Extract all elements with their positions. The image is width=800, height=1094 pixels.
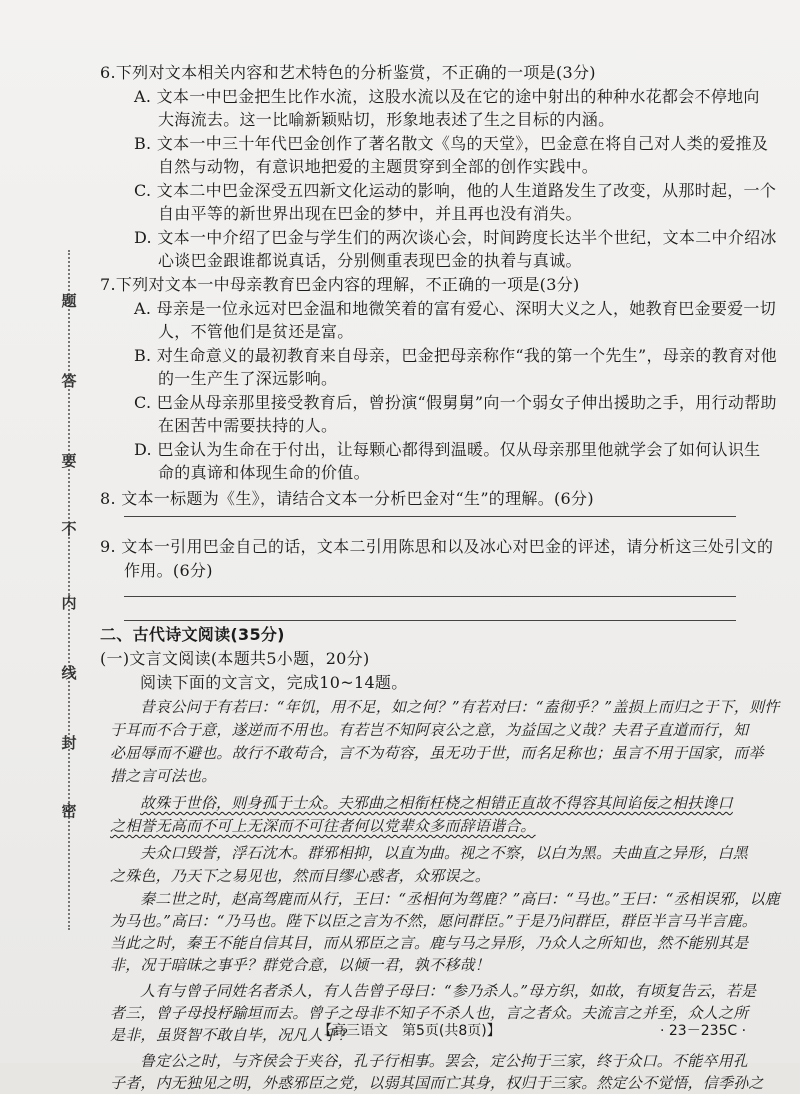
margin-char-feng: 封 xyxy=(61,734,77,752)
q6-option-c-cont: 自由平等的新世界出现在巴金的梦中，并且再也没有消失。 xyxy=(158,204,582,223)
q9-answer-line-2[interactable] xyxy=(124,620,736,621)
margin-char-mi: 密 xyxy=(61,802,77,820)
passage-p4-line3: 当此之时，秦王不能自信其目，而从邪臣之言。鹿与马之异形，乃众人之所知也，然不能别其是 xyxy=(110,934,749,952)
passage-p4-line4: 非，况于暗昧之事乎？群党合意，以倾一君，孰不移哉！ xyxy=(110,956,491,974)
q6-option-a: A. 文本一中巴金把生比作水流，这股水流以及在它的途中射出的种种水花都会不停地向 xyxy=(134,87,760,106)
passage-p2-line1: 故殊于世俗，则身孤于士众。夫邪曲之相衔枉桡之相错正直故不得容其间谄佞之相扶谗口 xyxy=(140,794,733,812)
q8-stem: 8. 文本一标题为《生》，请结合文本一分析巴金对“生”的理解。(6分) xyxy=(100,489,594,508)
q7-option-b-cont: 的一生产生了深远影响。 xyxy=(158,369,338,388)
q7-option-d: D. 巴金认为生命在于付出，让每颗心都得到温暖。仅从母亲那里他就学会了如何认识生 xyxy=(134,440,761,459)
passage-p1-line2: 于耳而不合于意，遂逆而不用也。有若岂不知阿哀公之意，为益国之义哉？夫君子直道而行，知 xyxy=(110,721,749,739)
passage-p3-line2: 之殊色，乃天下之易见也，然而目缪心惑者，众邪误之。 xyxy=(110,867,491,885)
margin-char-xian: 线 xyxy=(61,664,77,682)
q7-option-a: A. 母亲是一位永远对巴金温和地微笑着的富有爱心、深明大义之人，她教育巴金要爱一切 xyxy=(134,299,777,318)
passage-p1-line3: 必屈辱而不避也。故行不敢苟合，言不为苟容，虽无功于世，而名足称也；虽言不用于国家，而举 xyxy=(110,744,764,762)
passage-p6-line2: 子者，内无独见之明，外惑邪臣之党，以弱其国而亡其身，权归于三家。然定公不觉悟，信季孙之 xyxy=(110,1074,764,1092)
margin-char-nei: 内 xyxy=(61,594,77,612)
q9-stem-cont: 作用。(6分) xyxy=(124,561,213,580)
passage-p5-line3: 是非，虽贤智不敢自毕，况凡人乎？ xyxy=(110,1026,354,1044)
q8-answer-line[interactable] xyxy=(124,516,736,517)
q7-stem: 7.下列对文本一中母亲教育巴金内容的理解，不正确的一项是(3分) xyxy=(100,275,580,294)
section2-intro: 阅读下面的文言文，完成10~14题。 xyxy=(140,673,408,692)
seal-dotted-line xyxy=(68,250,72,930)
q7-option-c-cont: 在困苦中需要扶持的人。 xyxy=(158,416,338,435)
passage-p1-line4: 措之言可法也。 xyxy=(110,767,217,785)
seal-line-margin xyxy=(0,250,80,930)
footer-page-info: 【高三语文 第5页(共8页)】 xyxy=(318,1023,501,1039)
margin-char-bu: 不 xyxy=(61,520,77,538)
q6-option-d-cont: 心谈巴金跟谁都说真话，分别侧重表现巴金的执着与真诚。 xyxy=(158,251,582,270)
margin-char-yao: 要 xyxy=(61,452,77,470)
passage-p5-line1: 人有与曾子同姓名者杀人，有人告曾子母曰：“参乃杀人。”母方织，如故，有顷复告云，若是 xyxy=(140,982,757,1000)
q6-option-d: D. 文本一中介绍了巴金与学生们的两次谈心会，时间跨度长达半个世纪，文本二中介绍冰 xyxy=(134,228,777,247)
passage-p5-line2: 者三，曾子母投杼踰垣而去。曾子之母非不知子不杀人也，言之者众。夫流言之并至，众人之所 xyxy=(110,1004,749,1022)
margin-char-ti: 题 xyxy=(61,292,77,310)
q6-option-a-cont: 大海流去。这一比喻新颖贴切，形象地表述了生之目标的内涵。 xyxy=(158,110,615,129)
q9-stem: 9. 文本一引用巴金自己的话，文本二引用陈思和以及冰心对巴金的评述，请分析这三处引文的 xyxy=(100,537,774,556)
q7-option-d-cont: 命的真谛和体现生命的价值。 xyxy=(158,463,370,482)
q7-option-a-cont: 人，不管他们是贫还是富。 xyxy=(158,322,354,341)
q6-option-b: B. 文本一中三十年代巴金创作了著名散文《鸟的天堂》，巴金意在将自己对人类的爱推及 xyxy=(134,134,769,153)
q7-option-b: B. 对生命意义的最初教育来自母亲，巴金把母亲称作“我的第一个先生”，母亲的教育对他 xyxy=(134,346,777,365)
margin-char-da: 答 xyxy=(61,372,77,390)
passage-p4-line2: 为马也。”高曰：“乃马也。陛下以臣之言为不然，愿问群臣。”于是乃问群臣，群臣半言马半言鹿。 xyxy=(110,912,758,930)
section2-subtitle: (一)文言文阅读(本题共5小题，20分) xyxy=(100,649,370,668)
passage-p4-line1: 秦二世之时，赵高驾鹿而从行，王曰：“丞相何为驾鹿？”高曰：“马也。”王曰：“丞相误邪，以鹿 xyxy=(140,890,780,908)
section2-title: 二、古代诗文阅读(35分) xyxy=(100,625,285,644)
q7-option-c: C. 巴金从母亲那里接受教育后，曾扮演“假舅舅”向一个弱女子伸出援助之手，用行动帮助 xyxy=(134,393,777,412)
q6-stem: 6.下列对文本相关内容和艺术特色的分析鉴赏，不正确的一项是(3分) xyxy=(100,63,596,82)
footer-code: · 23－235C · xyxy=(660,1023,747,1039)
passage-p2-line2: 之相誉无高而不可上无深而不可往者何以党辈众多而辞语谐合。 xyxy=(110,817,536,835)
passage-p3-line1: 夫众口毁誉，浮石沈木。群邪相抑，以直为曲。视之不察，以白为黑。夫曲直之异形，白黑 xyxy=(140,844,749,862)
passage-p6-line1: 鲁定公之时，与齐侯会于夹谷，孔子行相事。罢会，定公拘于三家，终于众口。不能卒用孔 xyxy=(140,1052,749,1070)
q6-option-c: C. 文本二中巴金深受五四新文化运动的影响，他的人生道路发生了改变，从那时起，一个 xyxy=(134,181,777,200)
q9-answer-line-1[interactable] xyxy=(124,596,736,597)
passage-p1-line1: 昔哀公问于有若曰：“年饥，用不足，如之何？”有若对曰：“盍彻乎？”盖损上而归之于下，则忤 xyxy=(140,698,780,716)
q6-option-b-cont: 自然与动物，有意识地把爱的主题贯穿到全部的创作实践中。 xyxy=(158,157,599,176)
